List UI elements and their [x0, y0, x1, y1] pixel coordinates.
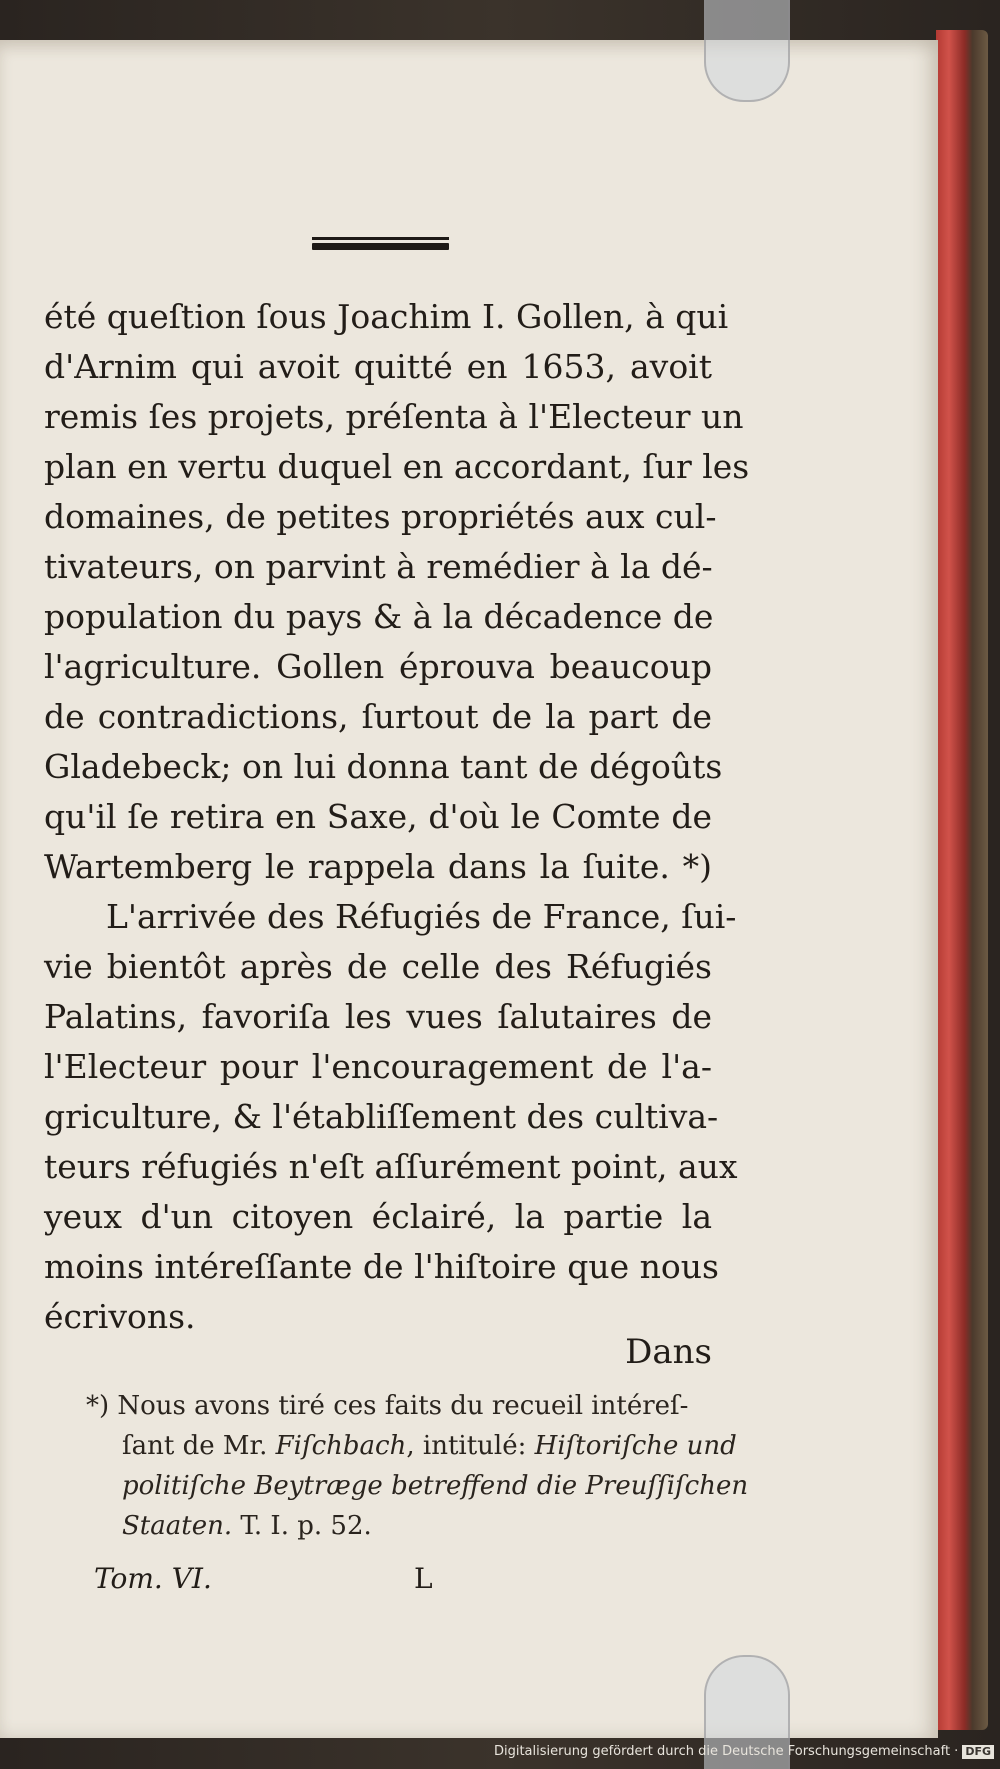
text-line: L'arrivée des Réfugiés de France, ſui-	[106, 897, 737, 936]
book-page	[0, 40, 938, 1738]
footnote-line: *) Nous avons tiré ces faits du recueil intéreſ-	[86, 1391, 689, 1421]
text-line: teurs réfugiés n'eſt aſſurément point, aux	[44, 1147, 738, 1186]
page-clip-top	[704, 0, 790, 102]
body-text	[44, 292, 750, 1342]
text-line: d'Arnim qui avoit quitté en 1653, avoit	[44, 347, 712, 386]
text-line: yeux d'un citoyen éclairé, la partie la	[44, 1197, 712, 1236]
gathering-mark: L	[414, 1562, 433, 1595]
text-line: tivateurs, on parvint à remédier à la dé-	[44, 547, 713, 586]
footnote-work-title: Hiſtoriſche und	[534, 1431, 737, 1461]
text-line: griculture, & l'établiſſement des cultiva-	[44, 1097, 719, 1136]
book-edge	[936, 30, 988, 1730]
footnote	[86, 1386, 749, 1546]
volume-signature: Tom. VI.	[94, 1562, 212, 1595]
signature-row	[94, 1562, 454, 1606]
text-line: plan en vertu duquel en accordant, ſur les	[44, 447, 750, 486]
text-line: écrivons.	[44, 1297, 196, 1336]
text-line: moins intéreſſante de l'hiſtoire que nous	[44, 1247, 719, 1286]
text-line: Palatins, favoriſa les vues ſalutaires de	[44, 997, 712, 1036]
footnote-line: ſant de Mr. Fiſchbach, intitulé: Hiſtoriſche und	[122, 1431, 737, 1461]
digitization-credit: Digitalisierung gefördert durch die Deutsche Forschungsgemeinschaft · DFG	[494, 1744, 994, 1759]
ornamental-rule	[312, 237, 449, 250]
text-line: été queſtion ſous Joachim I. Gollen, à qui	[44, 297, 729, 336]
text-line: Gladebeck; on lui donna tant de dégoûts	[44, 747, 723, 786]
footnote-author-name: Fiſchbach	[275, 1431, 407, 1461]
text-line: de contradictions, ſurtout de la part de	[44, 697, 712, 736]
catchword: Dans	[625, 1332, 712, 1372]
text-line: remis ſes projets, préſenta à l'Electeur un	[44, 397, 744, 436]
text-line: qu'il ſe retira en Saxe, d'où le Comte de	[44, 797, 712, 836]
text-line: l'Electeur pour l'encouragement de l'a-	[44, 1047, 712, 1086]
footnote-work-title: politiſche Beytræge betreffend die Preuſſiſchen	[122, 1471, 749, 1501]
dfg-logo-icon: DFG	[962, 1745, 994, 1759]
footnote-work-title: Staaten.	[122, 1511, 233, 1541]
text-line: domaines, de petites propriétés aux cul-	[44, 497, 717, 536]
text-line: l'agriculture. Gollen éprouva beaucoup	[44, 647, 712, 686]
text-line: Wartemberg le rappela dans la ſuite. *)	[44, 847, 712, 886]
footnote-line: Staaten. T. I. p. 52.	[122, 1511, 372, 1541]
text-line: vie bientôt après de celle des Réfugiés	[44, 947, 712, 986]
text-line: population du pays & à la décadence de	[44, 597, 714, 636]
